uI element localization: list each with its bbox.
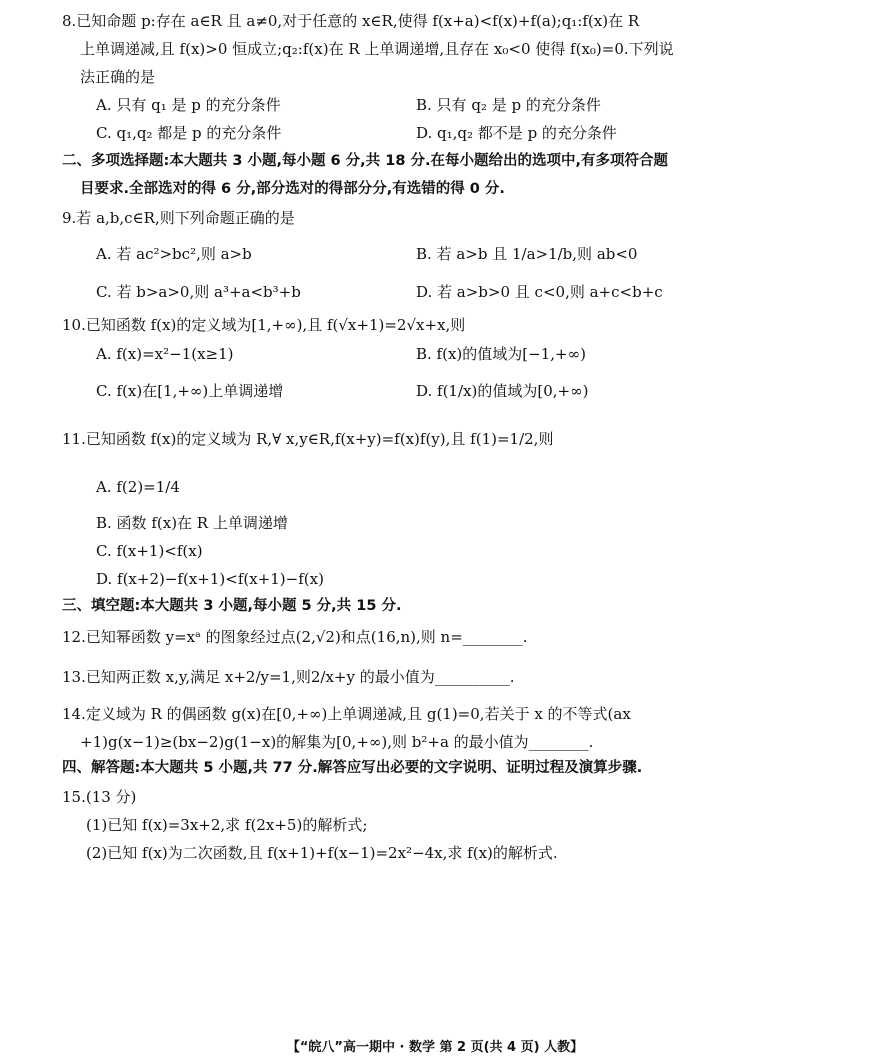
q10-option-d: D. f(1/x)的值域为[0,+∞)	[416, 382, 589, 400]
section-2-line-2: 目要求.全部选对的得 6 分,部分选对的得部分分,有选错的得 0 分.	[80, 181, 505, 197]
q10-option-c: C. f(x)在[1,+∞)上单调递增	[96, 382, 284, 400]
q10-option-a: A. f(x)=x²−1(x≥1)	[96, 345, 234, 363]
q8-option-a: A. 只有 q₁ 是 p 的充分条件	[96, 96, 281, 114]
q10-stem: 10.已知函数 f(x)的定义域为[1,+∞),且 f(√x+1)=2√x+x,则	[62, 316, 466, 334]
q9-option-a: A. 若 ac²>bc²,则 a>b	[96, 245, 252, 263]
q11-option-c: C. f(x+1)<f(x)	[96, 542, 203, 560]
q11-option-a: A. f(2)=1/4	[96, 478, 180, 496]
q8-stem-line-2: 上单调递减,且 f(x)>0 恒成立;q₂:f(x)在 R 上单调递增,且存在 x₀<0 使得 f(x₀)=0.下列说	[80, 40, 674, 58]
q13: 13.已知两正数 x,y,满足 x+2/y=1,则2/x+y 的最小值为__________.	[62, 668, 515, 686]
q8-option-d: D. q₁,q₂ 都不是 p 的充分条件	[416, 124, 617, 142]
q10-option-b: B. f(x)的值域为[−1,+∞)	[416, 345, 586, 363]
section-4-header: 四、解答题:本大题共 5 小题,共 77 分.解答应写出必要的文字说明、证明过程及演算步骤.	[62, 760, 643, 776]
q15-part-1: (1)已知 f(x)=3x+2,求 f(2x+5)的解析式;	[86, 816, 368, 834]
q11-option-b: B. 函数 f(x)在 R 上单调递增	[96, 514, 288, 532]
q14-line-2: +1)g(x−1)≥(bx−2)g(1−x)的解集为[0,+∞),则 b²+a 的最小值为________.	[80, 733, 594, 751]
q12: 12.已知幂函数 y=xᵃ 的图象经过点(2,√2)和点(16,n),则 n=________.	[62, 628, 528, 646]
q15-part-2: (2)已知 f(x)为二次函数,且 f(x+1)+f(x−1)=2x²−4x,求 f(x)的解析式.	[86, 844, 558, 862]
q8-stem-line-1: 8.已知命题 p:存在 a∈R 且 a≠0,对于任意的 x∈R,使得 f(x+a)<f(x)+f(a);q₁:f(x)在 R	[62, 12, 640, 30]
page-footer: 【“皖八”高一期中 · 数学 第 2 页(共 4 页) 人教】	[286, 1040, 584, 1055]
q11-stem: 11.已知函数 f(x)的定义域为 R,∀ x,y∈R,f(x+y)=f(x)f(y),且 f(1)=1/2,则	[62, 430, 554, 448]
section-3-header: 三、填空题:本大题共 3 小题,每小题 5 分,共 15 分.	[62, 598, 402, 614]
q8-option-b: B. 只有 q₂ 是 p 的充分条件	[416, 96, 601, 114]
q9-stem: 9.若 a,b,c∈R,则下列命题正确的是	[62, 209, 295, 227]
q11-option-d: D. f(x+2)−f(x+1)<f(x+1)−f(x)	[96, 570, 324, 588]
q8-option-c: C. q₁,q₂ 都是 p 的充分条件	[96, 124, 282, 142]
q15-title: 15.(13 分)	[62, 788, 137, 806]
q8-stem-line-3: 法正确的是	[80, 68, 156, 86]
q14-line-1: 14.定义域为 R 的偶函数 g(x)在[0,+∞)上单调递减,且 g(1)=0,若关于 x 的不等式(ax	[62, 705, 631, 723]
q9-option-b: B. 若 a>b 且 1/a>1/b,则 ab<0	[416, 245, 638, 263]
q9-option-d: D. 若 a>b>0 且 c<0,则 a+c<b+c	[416, 283, 663, 301]
q9-option-c: C. 若 b>a>0,则 a³+a<b³+b	[96, 283, 301, 301]
section-2-line-1: 二、多项选择题:本大题共 3 小题,每小题 6 分,共 18 分.在每小题给出的选项中,有多项符合题	[62, 153, 668, 169]
